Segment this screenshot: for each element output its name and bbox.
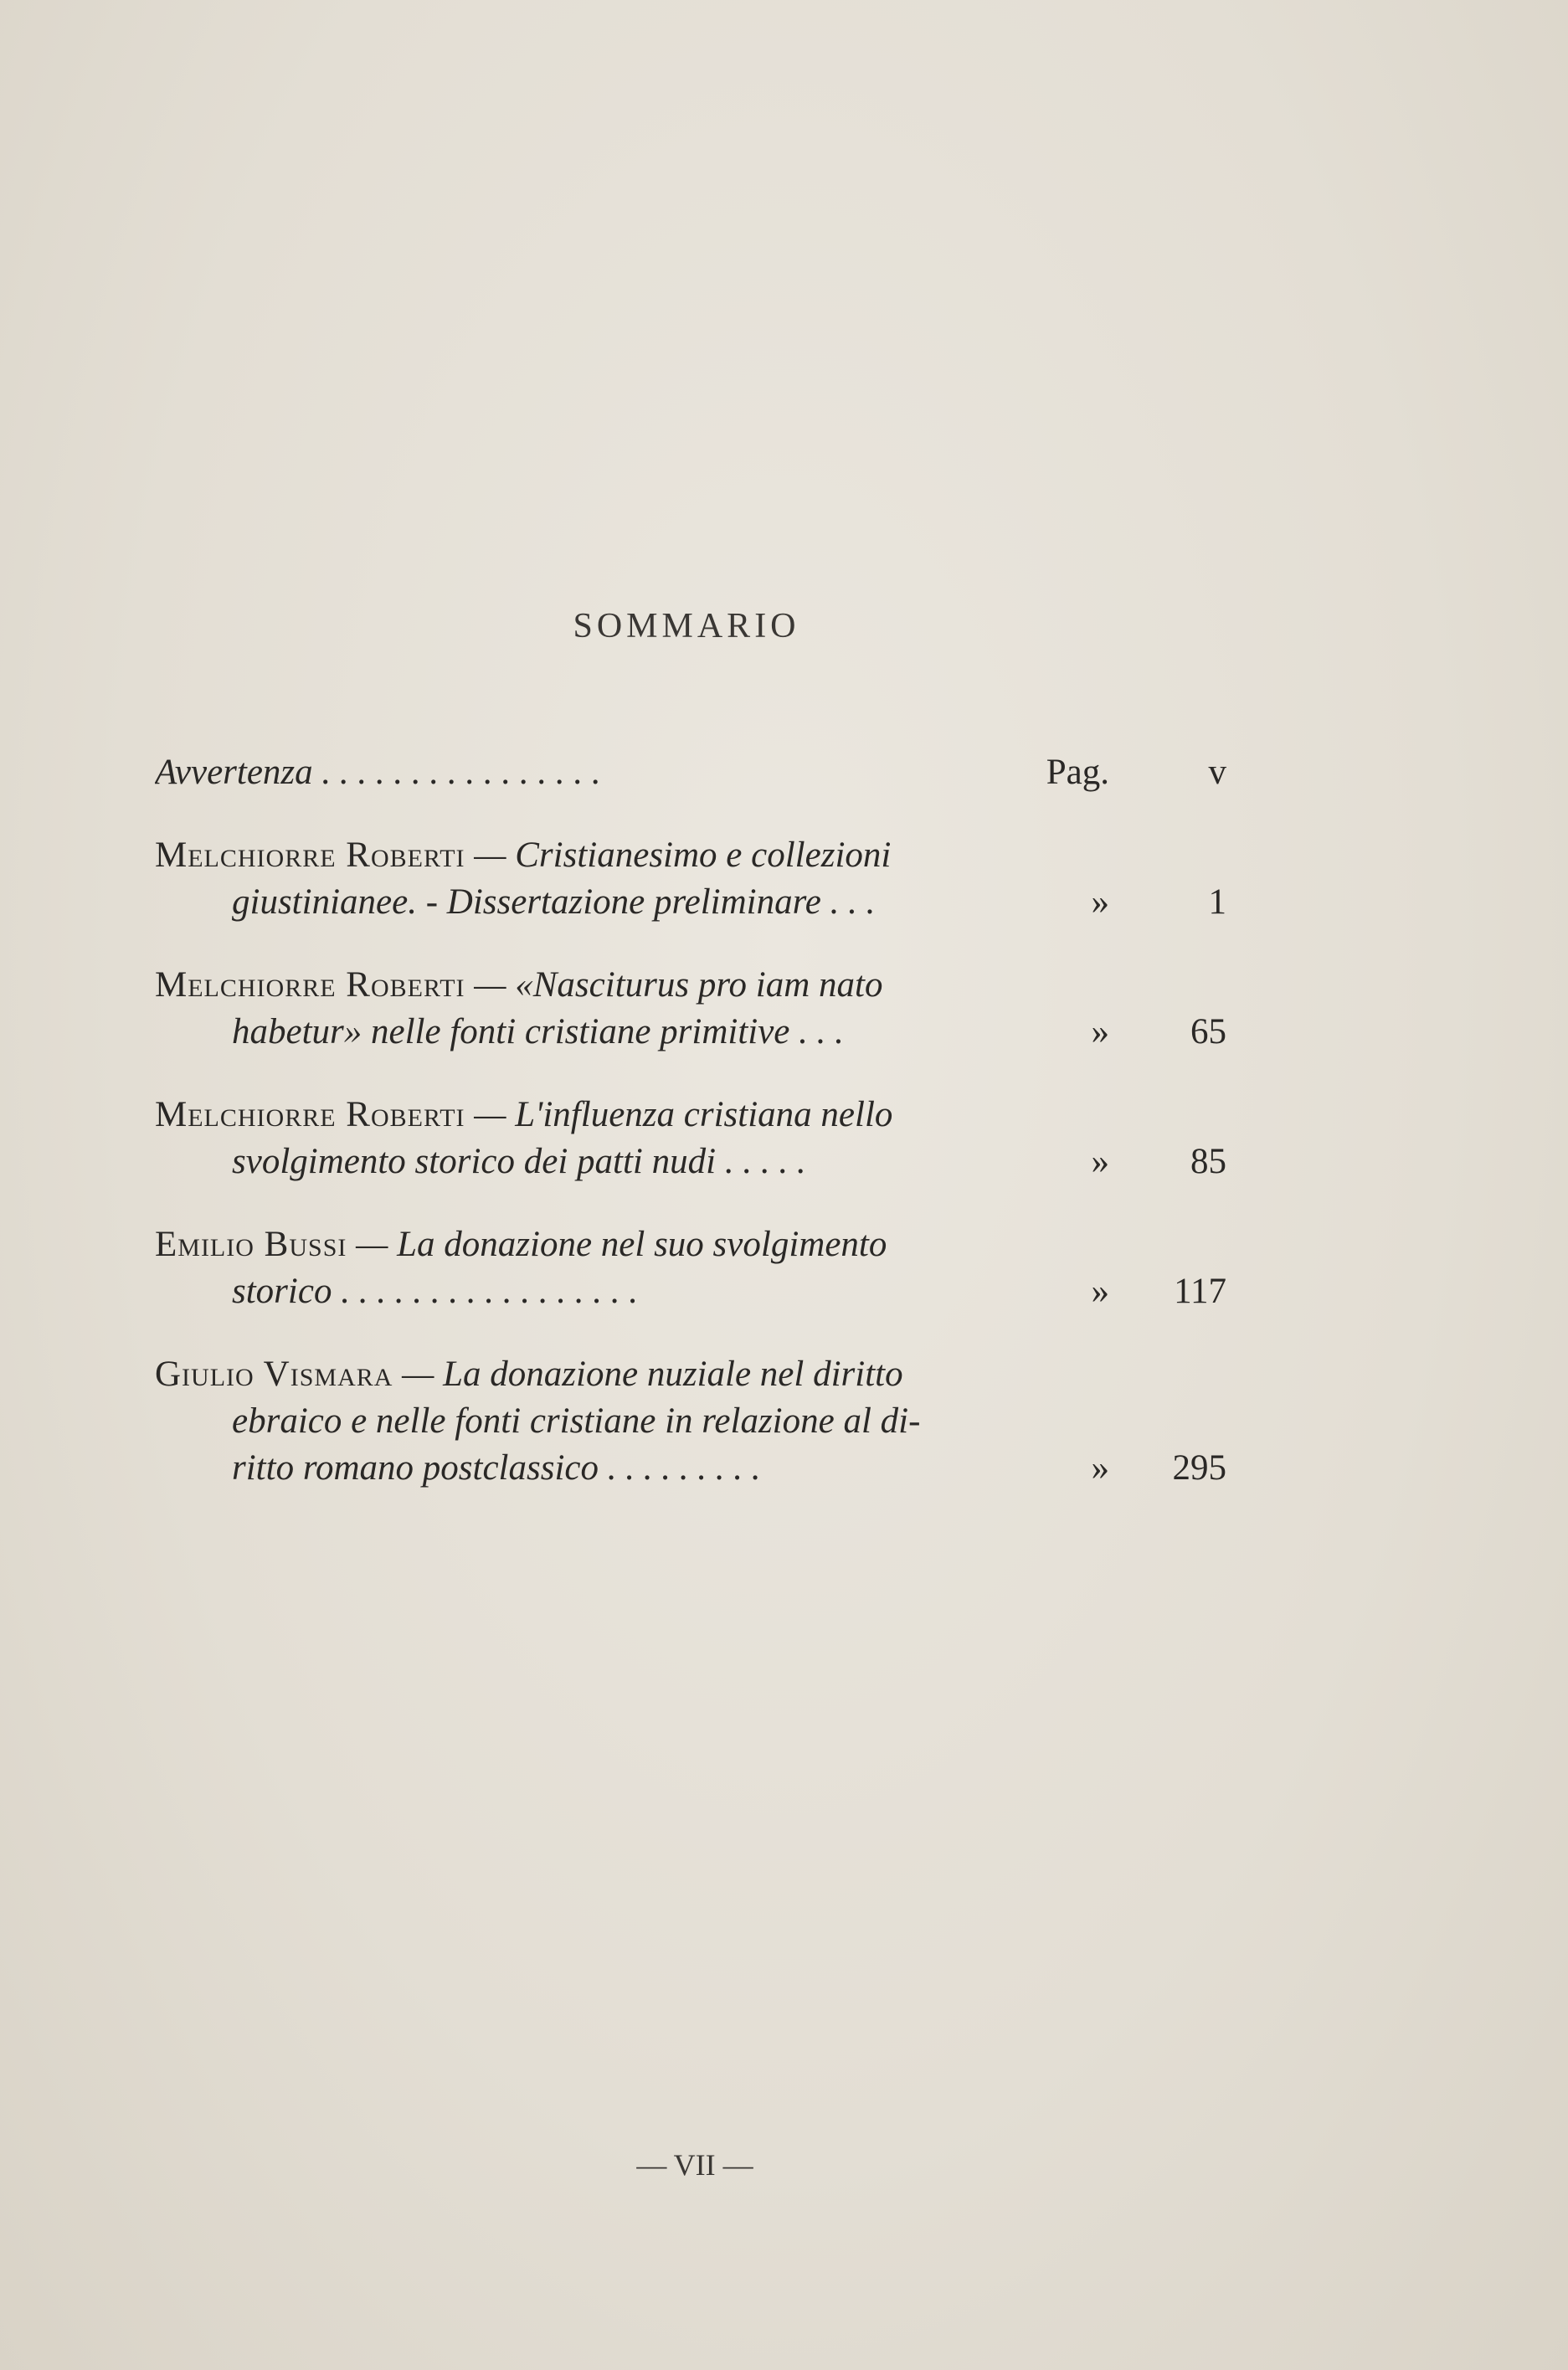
toc-entry: [155, 1351, 1226, 1492]
page-marker: »: [1091, 1448, 1109, 1488]
toc-author: Emilio Bussi: [155, 1225, 347, 1264]
toc-entry-avvertenza: [155, 749, 1226, 796]
toc-entry-title-cont: storico . . . . . . . . . . . . . . . . .: [232, 1272, 638, 1311]
toc-author: Giulio Vismara: [155, 1355, 393, 1394]
toc-author: Melchiorre Roberti: [155, 835, 465, 875]
toc-entry-title: — La donazione nel suo svolgimento: [356, 1225, 887, 1264]
toc-entry-title-cont: ebraico e nelle fonti cristiane in relazione al di-: [232, 1401, 921, 1441]
toc-entry-title: — L'influenza cristiana nello: [474, 1095, 893, 1134]
page-marker: »: [1091, 1012, 1109, 1051]
page-marker: Pag.: [1046, 753, 1109, 792]
toc-entry-title-cont: giustinianee. - Dissertazione preliminare . . .: [232, 882, 876, 922]
table-of-contents: [155, 749, 1226, 1528]
toc-entry-title: Avvertenza . . . . . . . . . . . . . . . .: [155, 753, 601, 792]
toc-entry: [155, 962, 1226, 1056]
page-number: v: [1208, 753, 1226, 792]
toc-entry-title: — «Nasciturus pro iam nato: [474, 965, 883, 1005]
page-number: 65: [1190, 1012, 1226, 1051]
page-number: 1: [1208, 882, 1226, 922]
page-number: 295: [1172, 1448, 1226, 1488]
toc-entry: [155, 1221, 1226, 1315]
toc-entry-title-cont: svolgimento storico dei patti nudi . . . . .: [232, 1142, 806, 1181]
page-marker: »: [1091, 882, 1109, 922]
toc-entry-title-cont: ritto romano postclassico . . . . . . . . .: [232, 1448, 761, 1488]
toc-entry: [155, 832, 1226, 926]
toc-entry-title: — Cristianesimo e collezioni: [474, 835, 892, 875]
page-number: 117: [1174, 1272, 1226, 1311]
toc-entry: [155, 1092, 1226, 1185]
page-marker: »: [1091, 1272, 1109, 1311]
page-number: 85: [1190, 1142, 1226, 1181]
page-marker: »: [1091, 1142, 1109, 1181]
toc-entry-title-cont: habetur» nelle fonti cristiane primitive . . .: [232, 1012, 844, 1051]
page-number-footer: — VII —: [636, 2148, 753, 2182]
toc-entry-title: — La donazione nuziale nel diritto: [402, 1355, 903, 1394]
page-title: SOMMARIO: [573, 607, 800, 645]
toc-author: Melchiorre Roberti: [155, 1095, 465, 1134]
toc-author: Melchiorre Roberti: [155, 965, 465, 1005]
